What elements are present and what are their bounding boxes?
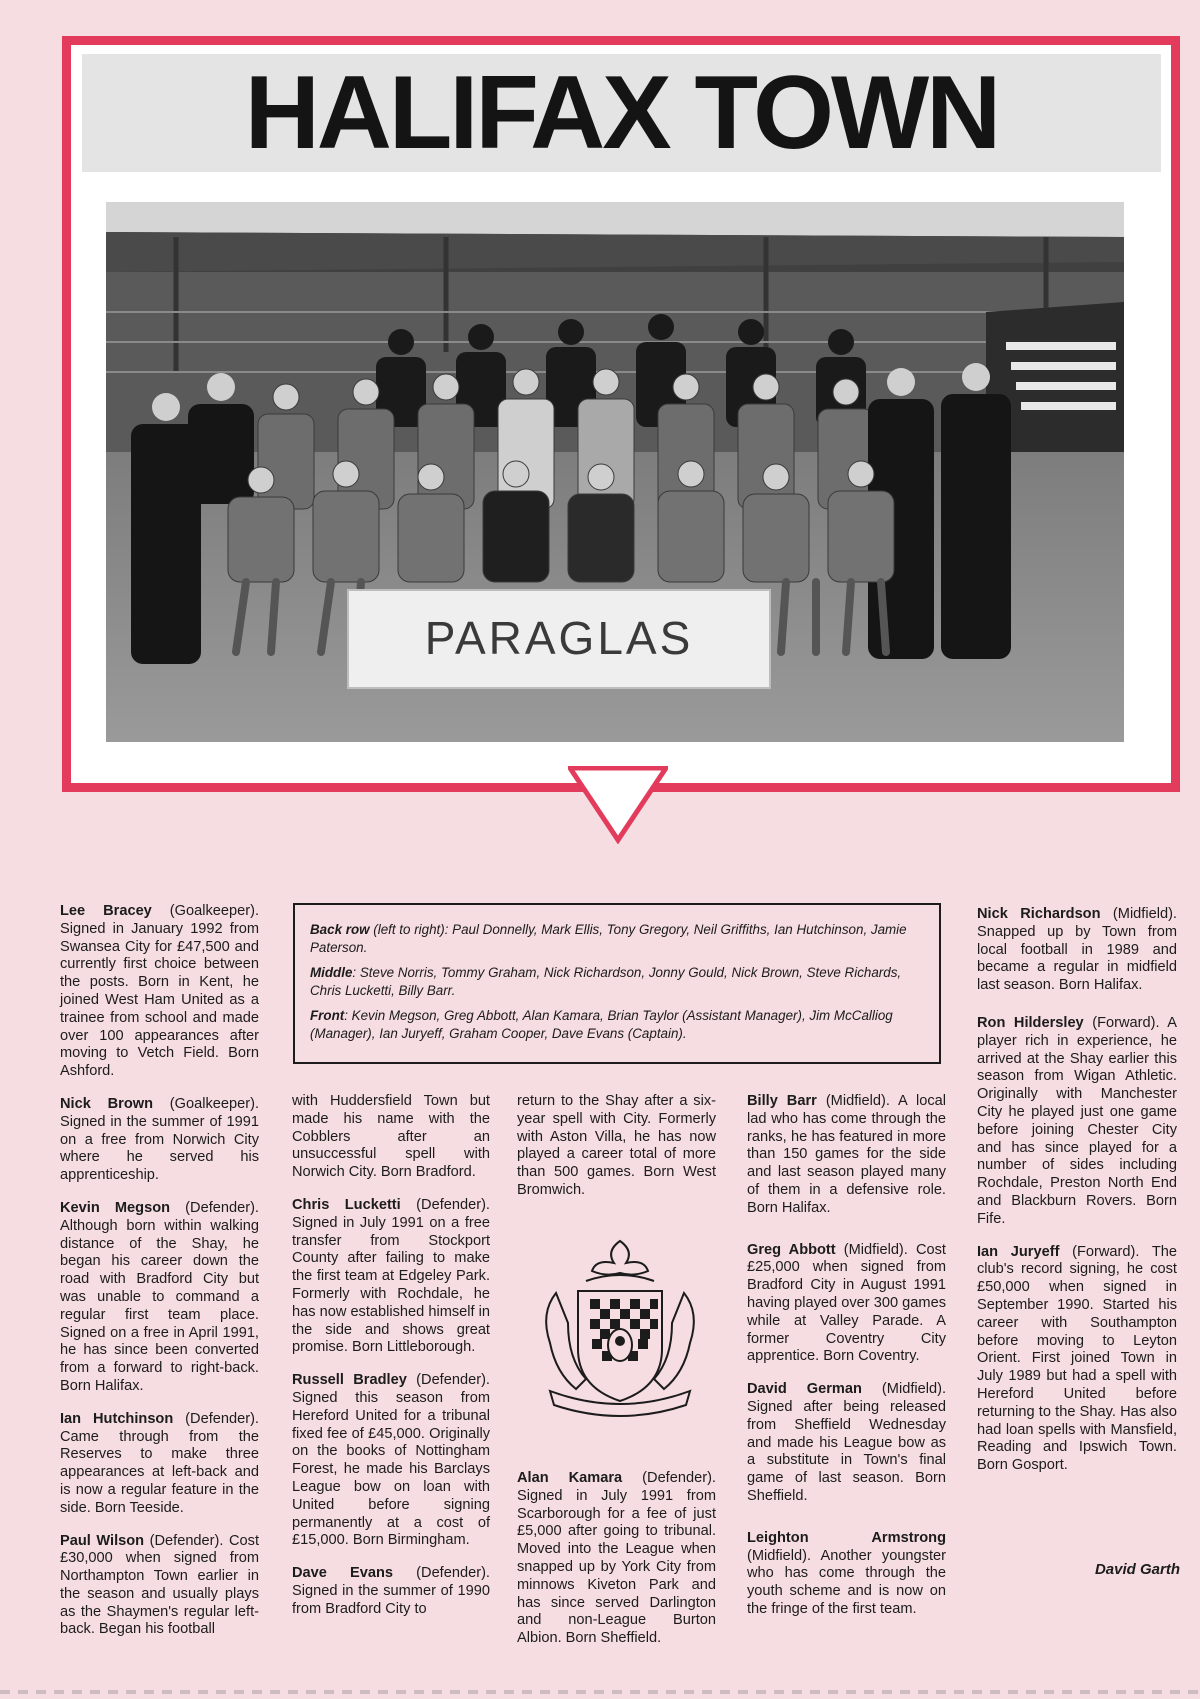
player-profile: Paul Wilson (Defender). Cost £30,000 when signed from Northampton Town earlier in the season and usually plays as the Shaymen's regular left-back. Began his football [60, 1532, 259, 1638]
player-profile: David German (Midfield). Signed after being released from Sheffield Wednesday and made his League bow as a substitute in Town's final game of last season. Born Sheffield. [747, 1381, 946, 1504]
club-crest-icon [526, 1233, 714, 1423]
player-profile: Greg Abbott (Midfield). Cost £25,000 when signed from Bradford City in August 1991 having played over 300 games while at Valley Parade. A former Coventry City apprentice. Born Coventry. [747, 1241, 946, 1365]
player-profile-continued: return to the Shay after a six-year spell with City. Formerly with Aston Villa, he has now played a career total of more than 500 games. Born West Bromwich. [517, 1093, 716, 1198]
banner-text: PARAGLAS [424, 612, 694, 664]
player-profile: Ian Hutchinson (Defender). Came through from the Reserves to make three appearances at left-back and is now a regular feature in the side. Born Teeside. [60, 1410, 259, 1516]
bottom-divider [0, 1690, 1200, 1694]
page-title: HALIFAX TOWN [244, 54, 999, 171]
column-1 [60, 903, 259, 1654]
player-profile: Nick Brown (Goalkeeper). Signed in the summer of 1991 on a free from Norwich City where he served his apprenticeship. [60, 1095, 259, 1184]
column-4 [747, 1093, 946, 1634]
player-profile: Lee Bracey (Goalkeeper). Signed in January 1992 from Swansea City for £47,500 and currently first choice between the posts. Born in Kent, he joined West Ham United as a trainee from school and made over 100 appearances after moving to Vetch Field. Born Ashford. [60, 903, 260, 1080]
player-profile: Nick Richardson (Midfield). Snapped up by Town from local football in 1989 and became a regular in midfield last season. Born Halifax. [977, 906, 1177, 994]
player-profile: Leighton Armstrong (Midfield). Another youngster who has come through the youth scheme and is now on the fringe of the first team. [747, 1529, 946, 1617]
down-arrow-icon [568, 766, 668, 844]
caption-front-row: Front: Kevin Megson, Greg Abbott, Alan Kamara, Brian Taylor (Assistant Manager), Jim McCalliog (Manager), Ian Juryeff, Graham Cooper, Dave Evans (Captain). [310, 1008, 893, 1041]
player-profile: Billy Barr (Midfield). A local lad who has come through the ranks, he has featured in more than 150 games for the side and last season played many of them in a defensive role. Born Halifax. [747, 1093, 946, 1216]
column-3 [517, 1093, 716, 1215]
caption-back-row: Back row (left to right): Paul Donnelly, Mark Ellis, Tony Gregory, Neil Griffiths, Ian Hutchinson, Jamie Paterson. [310, 922, 907, 955]
player-profile: Dave Evans (Defender). Signed in the summer of 1990 from Bradford City to [292, 1565, 490, 1617]
player-profile: Kevin Megson (Defender). Although born within walking distance of the Shay, he began his career down the road with Bradford City but was unable to command a regular first team place. Signed on a free in April 1991, he has since been converted from a forward to right-back. Born Halifax. [60, 1199, 259, 1394]
column-2 [292, 1093, 490, 1634]
player-profile-continued: with Huddersfield Town but made his name with the Cobblers after an unsuccessful spell with Norwich City. Born Bradford. [292, 1093, 490, 1181]
column-3-lower [517, 1470, 716, 1663]
caption-middle-row: Middle: Steve Norris, Tommy Graham, Nick Richardson, Jonny Gould, Nick Brown, Steve Richards, Chris Lucketti, Billy Barr. [310, 965, 902, 998]
player-profile: Russell Bradley (Defender). Signed this season from Hereford United for a tribunal fixed fee of £45,000. Originally on the books of Nottingham Forest, he made his Barclays League bow on loan with United before signing permanently at a cost of £15,000. Born Birmingham. [292, 1372, 490, 1549]
player-profile: Ian Juryeff (Forward). The club's record signing, he cost £50,000 when signed in September 1990. Started his career with Southampton before moving to Leyton Orient. First joined Town in July 1989 but had a spell with Hereford United before returning to the Shay. Has also had loan spells with Mansfield, Reading and Ipswich Town. Born Gosport. [977, 1243, 1177, 1474]
player-profile: Alan Kamara (Defender). Signed in July 1991 from Scarborough for a fee of just £5,000 after going to tribunal. Moved into the League when snapped up by York City from minnows Kiveton Park and has since served Darlington and non-League Burton Albion. Born Sheffield. [517, 1470, 716, 1647]
player-profile: Ron Hildersley (Forward). A player rich in experience, he arrived at the Shay earlier this season from Wigan Athletic. Originally with Manchester City he played just one game before joining Chester City and has since played for a number of sides including Rochdale, Preston North End and Blackburn Rovers. Born Fife. [977, 1014, 1178, 1227]
author-credit: David Garth [1094, 1561, 1180, 1578]
photo-caption [293, 903, 941, 1064]
player-profile: Chris Lucketti (Defender). Signed in July 1991 on a free transfer from Stockport County after failing to make the first team at Edgeley Park. Formerly with Rochdale, he has now established himself in the side and shows great promise. Born Littleborough. [292, 1196, 490, 1356]
title-band [82, 54, 1161, 172]
column-5 [977, 906, 1177, 1490]
team-photo [106, 202, 1124, 742]
